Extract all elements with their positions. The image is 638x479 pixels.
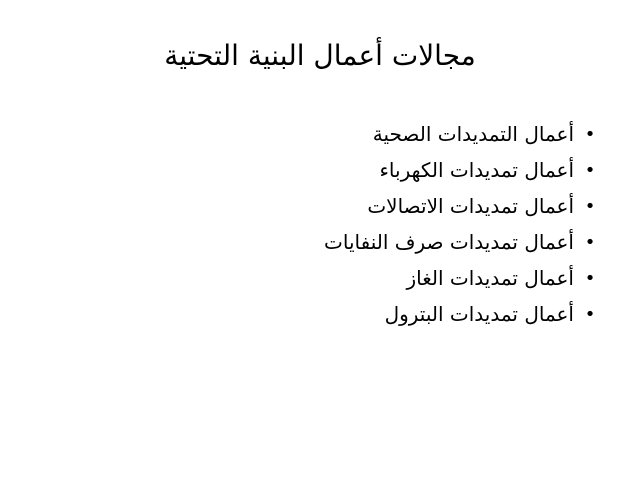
bullet-icon: •	[584, 195, 596, 217]
list-item-text: أعمال تمديدات الغاز	[406, 266, 574, 290]
bullet-icon: •	[584, 303, 596, 325]
list-item-text: أعمال تمديدات البترول	[384, 302, 574, 326]
bullet-icon: •	[584, 267, 596, 289]
list-item	[242, 224, 602, 260]
bullet-list	[242, 116, 602, 332]
list-item	[242, 152, 602, 188]
list-item-text: أعمال تمديدات صرف النفايات	[324, 230, 574, 254]
list-item-text: أعمال التمديدات الصحية	[372, 122, 574, 146]
list-item	[242, 296, 602, 332]
slide-title: مجالات أعمال البنية التحتية	[164, 39, 476, 72]
bullet-icon: •	[584, 123, 596, 145]
list-item	[242, 188, 602, 224]
list-item-text: أعمال تمديدات الكهرباء	[379, 158, 574, 182]
list-item	[242, 116, 602, 152]
list-item-text: أعمال تمديدات الاتصالات	[367, 194, 574, 218]
bullet-icon: •	[584, 159, 596, 181]
bullet-icon: •	[584, 231, 596, 253]
list-item	[242, 260, 602, 296]
